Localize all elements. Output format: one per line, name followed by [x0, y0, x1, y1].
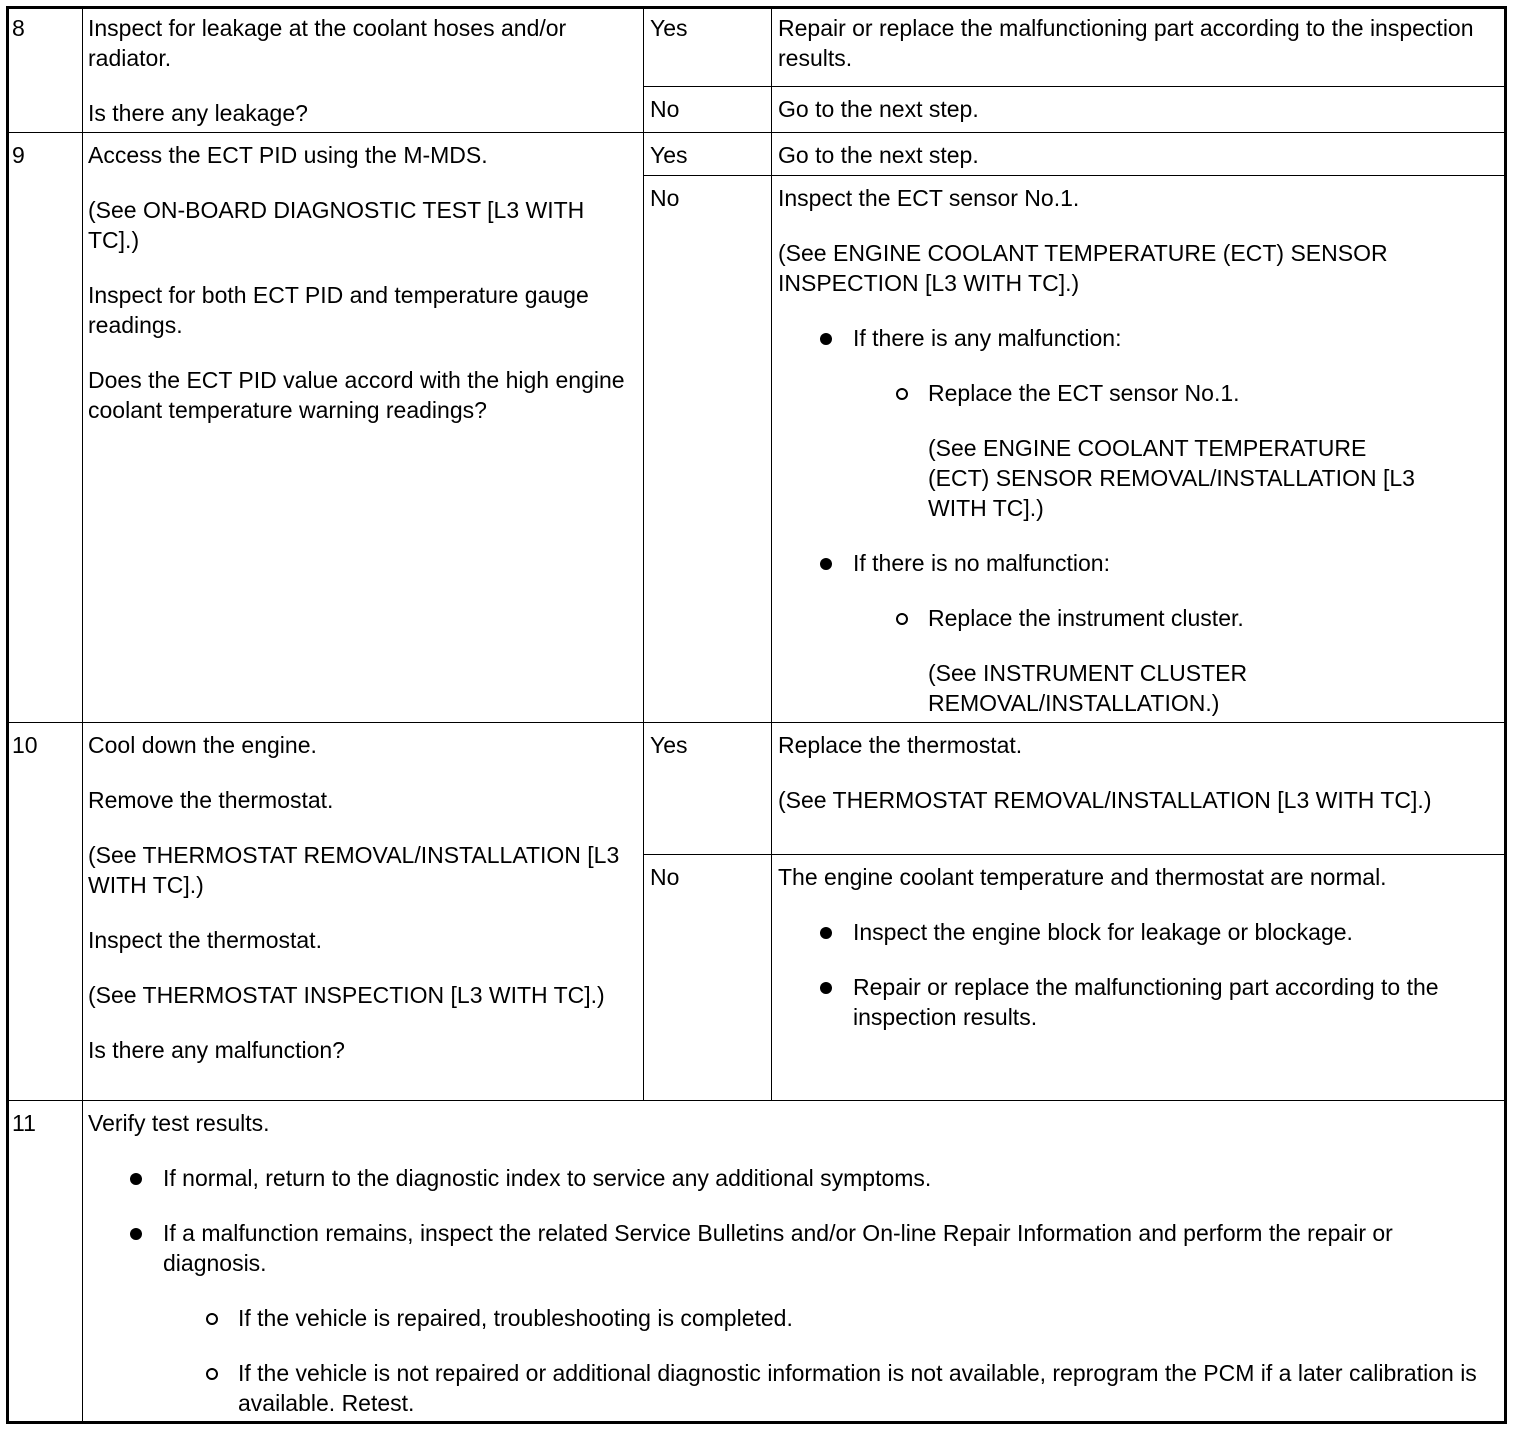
sub-bullet-item	[88, 1303, 1483, 1333]
result-text: Go to the next step.	[778, 96, 979, 122]
answer-no-label: No	[650, 185, 680, 211]
bullet-text: If a malfunction remains, inspect the related Service Bulletins and/or On-line Repair Information and perform the repair or diagnosis.	[163, 1220, 1393, 1276]
action-reference: (See THERMOSTAT INSPECTION [L3 WITH TC].)	[88, 982, 605, 1008]
result-text: Replace the thermostat.	[778, 732, 1023, 758]
answer-yes-result	[778, 730, 1502, 815]
sub-bullet-text: Replace the ECT sensor No.1.	[928, 380, 1240, 406]
action-text: Inspect for both ECT PID and temperature gauge readings.	[88, 282, 589, 338]
action-reference: (See THERMOSTAT REMOVAL/INSTALLATION [L3 WITH TC].)	[88, 842, 620, 898]
answer-yes-label: Yes	[650, 732, 688, 758]
result-text: Repair or replace the malfunctioning part according to the inspection results.	[778, 15, 1474, 71]
step-action	[88, 730, 640, 1065]
subrow-divider-9	[643, 175, 1505, 176]
bullet-text: Inspect the engine block for leakage or blockage.	[853, 919, 1353, 945]
row-divider-10	[8, 1100, 1505, 1101]
action-text: Cool down the engine.	[88, 732, 317, 758]
action-question: Is there any malfunction?	[88, 1037, 345, 1063]
bullet-item	[88, 1218, 1483, 1278]
answer-yes-result	[778, 140, 1498, 170]
bullet-text: If there is any malfunction:	[853, 325, 1122, 351]
step-number: 9	[12, 142, 25, 168]
sub-bullet-item	[88, 1358, 1483, 1418]
action-text: Verify test results.	[88, 1110, 270, 1136]
result-text: Inspect the ECT sensor No.1.	[778, 185, 1080, 211]
action-text: Access the ECT PID using the M-MDS.	[88, 142, 488, 168]
sub-bullet-item	[778, 378, 1488, 523]
bullet-item	[88, 1163, 1483, 1193]
bullet-item	[778, 548, 1488, 578]
answer-no-result	[778, 183, 1488, 718]
answer-yes-label: Yes	[650, 15, 688, 41]
result-text: Go to the next step.	[778, 142, 979, 168]
answer-no-label: No	[650, 96, 680, 122]
subrow-divider-10	[643, 854, 1505, 855]
action-question: Does the ECT PID value accord with the high engine coolant temperature warning readings?	[88, 367, 625, 423]
answer-no-result	[778, 862, 1478, 1032]
action-question: Is there any leakage?	[88, 100, 308, 126]
bullet-item	[778, 917, 1478, 947]
result-reference: (See THERMOSTAT REMOVAL/INSTALLATION [L3 WITH TC].)	[778, 787, 1432, 813]
result-text: The engine coolant temperature and thermostat are normal.	[778, 864, 1387, 890]
bullet-text: If there is no malfunction:	[853, 550, 1110, 576]
sub-bullet-text: Replace the instrument cluster.	[928, 605, 1244, 631]
answer-yes-label: Yes	[650, 142, 688, 168]
subrow-divider-8	[643, 86, 1505, 87]
action-text: Remove the thermostat.	[88, 787, 334, 813]
sub-bullet-reference: (See INSTRUMENT CLUSTER REMOVAL/INSTALLATION.)	[928, 660, 1248, 716]
row-divider-8	[8, 132, 1505, 133]
step-number: 11	[12, 1110, 36, 1136]
sub-bullet-text: If the vehicle is not repaired or additional diagnostic information is not available, reprogram the PCM if a later calibration is available. Retest.	[238, 1360, 1477, 1416]
step-action	[88, 1108, 1483, 1418]
step-action	[88, 140, 638, 425]
col-divider-step	[82, 8, 83, 1422]
action-reference: (See ON-BOARD DIAGNOSTIC TEST [L3 WITH TC].)	[88, 197, 585, 253]
answer-no-label: No	[650, 864, 680, 890]
action-text: Inspect for leakage at the coolant hoses and/or radiator.	[88, 15, 567, 71]
bullet-item	[778, 972, 1478, 1032]
sub-bullet-text: If the vehicle is repaired, troubleshooting is completed.	[238, 1305, 793, 1331]
step-action	[88, 13, 636, 128]
action-text: Inspect the thermostat.	[88, 927, 322, 953]
bullet-text: If normal, return to the diagnostic index to service any additional symptoms.	[163, 1165, 932, 1191]
bullet-text: Repair or replace the malfunctioning part according to the inspection results.	[853, 974, 1439, 1030]
row-divider-9	[8, 722, 1505, 723]
bullet-item	[778, 323, 1488, 353]
col-divider-action	[643, 8, 644, 1100]
step-number: 10	[12, 732, 38, 758]
sub-bullet-reference: (See ENGINE COOLANT TEMPERATURE (ECT) SENSOR REMOVAL/INSTALLATION [L3 WITH TC].)	[928, 435, 1415, 521]
result-reference: (See ENGINE COOLANT TEMPERATURE (ECT) SENSOR INSPECTION [L3 WITH TC].)	[778, 240, 1388, 296]
answer-yes-result	[778, 13, 1498, 73]
step-number: 8	[12, 15, 25, 41]
sub-bullet-item	[778, 603, 1488, 718]
col-divider-answer	[771, 8, 772, 1100]
answer-no-result	[778, 94, 1498, 124]
